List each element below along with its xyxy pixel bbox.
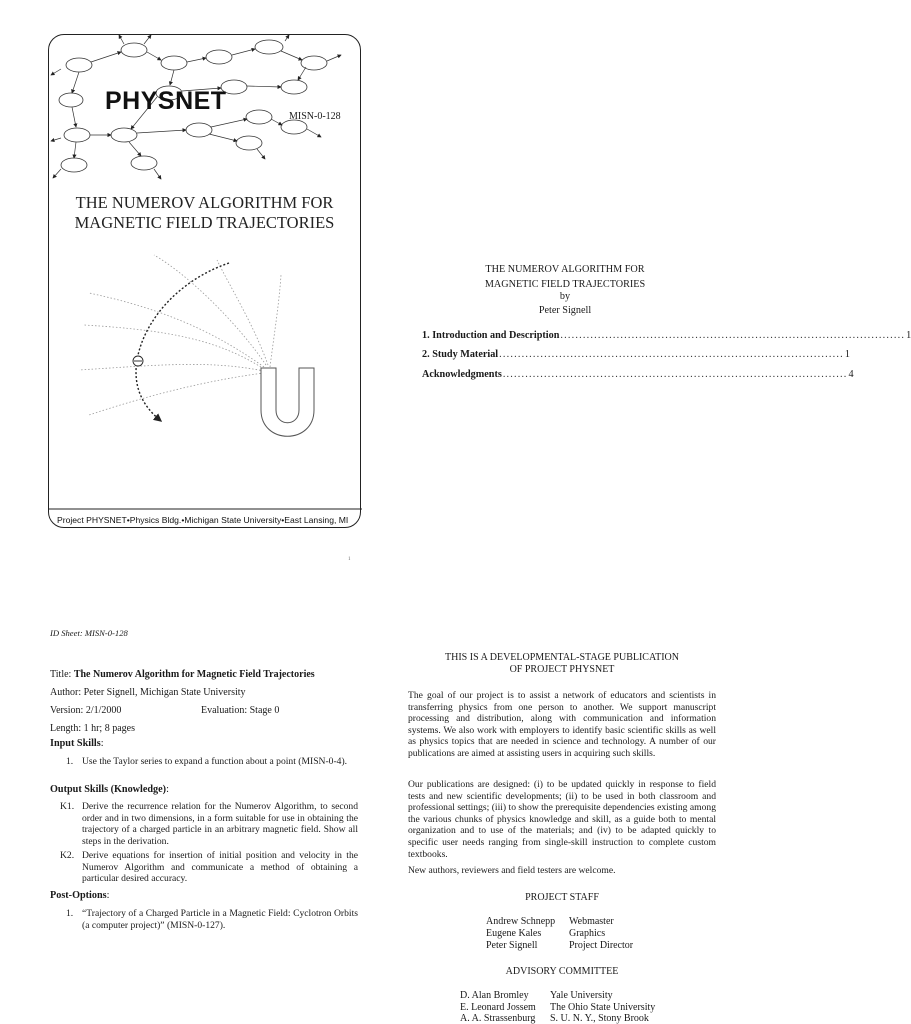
- publication-goal-paragraph: The goal of our project is to assist a network of educators and scientists in transferring physics from one person to another. We support manuscript processing and distribution, along with communication and information systems. We also work with employers to identify basic scientific skills as well as physics topics that are needed in science and technology. A number of our publications are aimed at assisting users in acquiring such skills.: [408, 690, 716, 759]
- id-title: Title: The Numerov Algorithm for Magnetic Field Trajectories: [50, 669, 315, 680]
- post-option-num: 1.: [66, 908, 74, 919]
- staff-heading: PROJECT STAFF: [525, 892, 599, 903]
- advisory-heading: ADVISORY COMMITTEE: [505, 966, 619, 977]
- cover-misn-number: MISN-0-128: [289, 111, 341, 122]
- post-options-heading: Post-Options:: [50, 890, 110, 901]
- advisory-org: The Ohio State University: [550, 1002, 656, 1013]
- staff-name: Andrew Schnepp: [486, 916, 556, 927]
- title-by: by: [559, 291, 571, 302]
- advisory-org: Yale University: [550, 990, 613, 1001]
- page-number: 1: [348, 557, 351, 562]
- input-skills-heading: Input Skills:: [50, 738, 104, 749]
- title-line1: THE NUMEROV ALGORITHM FOR: [485, 264, 645, 275]
- toc-entry-study-material[interactable]: 2. Study Material ............................................................................................ 1: [422, 349, 850, 360]
- output-skill-text: Derive the recurrence relation for the Numerov Algorithm, to second order and in two dimensions, in a form suitable for use in obtaining the trajectory of a charged particle in an arbitrary magnetic field. Show all steps in the derivation.: [82, 801, 358, 847]
- title-author: Peter Signell: [538, 305, 592, 316]
- id-evaluation: Evaluation: Stage 0: [201, 705, 280, 716]
- post-option-text: “Trajectory of a Charged Particle in a Magnetic Field: Cyclotron Orbits (a computer project)” (MISN-0-127).: [82, 908, 358, 931]
- input-skill-num: 1.: [66, 756, 74, 767]
- field-lines: [79, 255, 281, 415]
- id-length: Length: 1 hr; 8 pages: [50, 723, 135, 734]
- toc-page: 1: [844, 349, 850, 360]
- cover-card: [48, 34, 361, 528]
- toc-label: 1. Introduction and Description: [422, 330, 560, 341]
- trajectory-path: [136, 263, 229, 421]
- publication-heading-line1: THIS IS A DEVELOPMENTAL-STAGE PUBLICATION: [445, 652, 679, 663]
- staff-role: Project Director: [569, 940, 634, 951]
- input-skill-text: Use the Taylor series to expand a function about a point (MISN-0-4).: [82, 756, 348, 767]
- advisory-name: A. A. Strassenburg: [460, 1013, 536, 1024]
- cover-title-line2: MAGNETIC FIELD TRAJECTORIES: [74, 213, 335, 232]
- physnet-logo: PHYSNET: [105, 87, 227, 115]
- publication-heading-line2: OF PROJECT PHYSNET: [509, 664, 615, 675]
- advisory-name: D. Alan Bromley: [460, 990, 529, 1001]
- staff-name: Eugene Kales: [486, 928, 542, 939]
- toc-page: 4: [848, 369, 854, 380]
- output-skill-num: K2.: [60, 850, 75, 861]
- toc-entry-acknowledgments[interactable]: Acknowledgments ............................................................................................ 4: [422, 369, 854, 380]
- id-title-value: The Numerov Algorithm for Magnetic Field Trajectories: [73, 669, 315, 680]
- advisory-org: S. U. N. Y., Stony Brook: [550, 1013, 649, 1024]
- publication-welcome-paragraph: New authors, reviewers and field testers are welcome.: [408, 865, 616, 876]
- id-version: Version: 2/1/2000: [50, 705, 122, 716]
- cover-title-line1: THE NUMEROV ALGORITHM FOR: [75, 193, 334, 212]
- id-author: Author: Peter Signell, Michigan State University: [50, 687, 246, 698]
- cover-footer: Project PHYSNET•Physics Bldg.•Michigan State University•East Lansing, MI: [57, 515, 349, 525]
- staff-role: Graphics: [569, 928, 606, 939]
- advisory-name: E. Leonard Jossem: [460, 1002, 536, 1013]
- publication-design-paragraph: Our publications are designed: (i) to be updated quickly in response to field tests and new scientific developments; (ii) to be used in both classroom and professional settings; (iii) to show the prerequisite dependencies existing among the various chunks of physics knowledge and skill, as a guide both to mental organization and to use of the materials; and (iv) to be adapted quickly to specific user needs ranging from single-skill instruction to complete custom textbooks.: [408, 779, 716, 860]
- title-line2: MAGNETIC FIELD TRAJECTORIES: [484, 279, 646, 290]
- staff-name: Peter Signell: [486, 940, 538, 951]
- output-skills-heading: Output Skills (Knowledge):: [50, 784, 169, 795]
- output-skill-num: K1.: [60, 801, 75, 812]
- toc-page: 1: [906, 330, 911, 341]
- output-skill-text: Derive equations for insertion of initial position and velocity in the Numerov Algorithm and communicate a method of obtaining a particular desired accuracy.: [82, 850, 358, 885]
- toc-label: 2. Study Material: [422, 349, 499, 360]
- id-sheet-header: ID Sheet: MISN-0-128: [50, 628, 128, 638]
- magnet-icon: [261, 368, 314, 436]
- staff-role: Webmaster: [569, 916, 614, 927]
- toc-entry-introduction[interactable]: 1. Introduction and Description ............................................................................................ 1: [422, 330, 911, 341]
- toc-label: Acknowledgments: [422, 369, 502, 380]
